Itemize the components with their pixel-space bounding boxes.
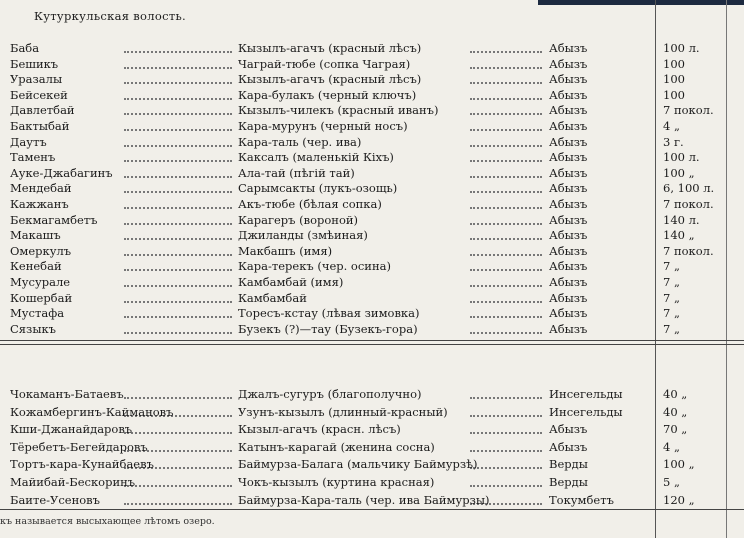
section-divider xyxy=(0,340,744,341)
cell-tribe: Абызъ xyxy=(549,290,588,305)
cell-place: Джиланды (змѣиная) xyxy=(238,228,368,243)
leader-dots xyxy=(124,191,232,193)
cell-tribe: Абызъ xyxy=(549,306,588,321)
table-row xyxy=(0,258,744,274)
cell-age: 7 „ xyxy=(663,259,680,274)
cell-tribe: Абызъ xyxy=(549,243,588,258)
cell-place: Баймурза-Балага (мальчику Баймурзѣ) xyxy=(238,457,478,472)
leader-dots xyxy=(124,176,232,178)
leader-dots xyxy=(470,316,542,318)
leader-dots xyxy=(470,269,542,271)
table-row xyxy=(0,456,744,472)
cell-age: 7 „ xyxy=(663,321,680,336)
leader-dots xyxy=(124,238,232,240)
cell-place: Чаграй-тюбе (сопка Чаграя) xyxy=(238,56,411,71)
cell-place: Кызылъ-агачъ (красный лѣсъ) xyxy=(238,41,422,55)
cell-place: Кара-таль (чер. ива) xyxy=(238,134,362,149)
top-bar xyxy=(538,0,744,5)
cell-name: Кши-Джанайдаровъ xyxy=(10,422,133,437)
cell-name: Ауке-Джабагинъ xyxy=(10,165,113,180)
cell-tribe: Верды xyxy=(549,457,588,472)
cell-name: Бекмагамбетъ xyxy=(10,212,98,227)
leader-dots xyxy=(124,129,232,131)
cell-place: Узунъ-кызылъ (длинный-красный) xyxy=(238,404,448,419)
leader-dots xyxy=(124,316,232,318)
cell-place: Сарымсакты (лукъ-озощь) xyxy=(238,181,398,196)
cell-place: Камбамбай (имя) xyxy=(238,275,344,289)
cell-tribe: Абызъ xyxy=(549,41,588,55)
cell-tribe: Абызъ xyxy=(549,181,588,196)
cell-name: Кажжанъ xyxy=(10,197,69,211)
cell-place: Торесъ-кстау (лѣвая зимовка) xyxy=(238,306,420,321)
cell-age: 6, 100 л. xyxy=(663,181,715,196)
table-row xyxy=(0,71,744,87)
cell-age: 7 покол. xyxy=(663,243,714,258)
leader-dots xyxy=(124,254,232,256)
cell-tribe: Токумбетъ xyxy=(549,492,614,507)
leader-dots xyxy=(470,238,542,240)
table-row xyxy=(0,274,744,290)
leader-dots xyxy=(124,301,232,303)
section-divider xyxy=(0,344,744,345)
leader-dots xyxy=(470,301,542,303)
cell-age: 4 „ xyxy=(663,439,680,454)
cell-tribe: Абызъ xyxy=(549,422,588,437)
cell-tribe: Абызъ xyxy=(549,150,588,165)
cell-tribe: Абызъ xyxy=(549,119,588,133)
cell-age: 5 „ xyxy=(663,475,680,489)
table-row xyxy=(0,102,744,118)
cell-age: 100 xyxy=(663,72,685,87)
cell-age: 100 xyxy=(663,56,685,71)
cell-place: Чокъ-кызылъ (куртина красная) xyxy=(238,475,435,489)
table-row xyxy=(0,439,744,455)
cell-place: Акъ-тюбе (бѣлая сопка) xyxy=(238,197,382,211)
leader-dots xyxy=(470,485,542,487)
leader-dots xyxy=(470,254,542,256)
table-row xyxy=(0,40,744,56)
table-row xyxy=(0,421,744,437)
table-row xyxy=(0,180,744,196)
cell-age: 7 покол. xyxy=(663,103,714,118)
leader-dots xyxy=(470,223,542,225)
cell-age: 100 „ xyxy=(663,165,695,180)
leader-dots xyxy=(470,67,542,69)
footnote: къ называется высыхающее лѣтомъ озеро. xyxy=(0,516,215,527)
leader-dots xyxy=(470,397,542,399)
leader-dots xyxy=(470,207,542,209)
leader-dots xyxy=(124,223,232,225)
cell-place: Джалъ-сугуръ (благополучно) xyxy=(238,387,422,401)
leader-dots xyxy=(470,113,542,115)
cell-name: Кожамбергинъ-Каймановъ xyxy=(10,404,174,419)
cell-tribe: Абызъ xyxy=(549,439,588,454)
leader-dots xyxy=(124,82,232,84)
cell-tribe: Инсегельды xyxy=(549,404,623,419)
leader-dots xyxy=(124,51,232,53)
leader-dots xyxy=(470,176,542,178)
cell-place: Кара-булакъ (черный ключъ) xyxy=(238,87,417,102)
cell-name: Баба xyxy=(10,41,40,55)
cell-name: Уразалы xyxy=(10,72,63,87)
cell-tribe: Инсегельды xyxy=(549,387,623,401)
leader-dots xyxy=(124,207,232,209)
cell-age: 100 „ xyxy=(663,457,695,472)
cell-tribe: Абызъ xyxy=(549,72,588,87)
cell-tribe: Абызъ xyxy=(549,87,588,102)
cell-age: 120 „ xyxy=(663,492,695,507)
cell-name: Сязыкъ xyxy=(10,321,56,336)
table-row xyxy=(0,212,744,228)
cell-place: Кызыл-агачъ (красн. лѣсъ) xyxy=(238,422,401,437)
cell-tribe: Абызъ xyxy=(549,103,588,118)
cell-age: 140 л. xyxy=(663,212,700,227)
cell-name: Бешикъ xyxy=(10,56,59,71)
leader-dots xyxy=(470,450,542,452)
cell-tribe: Абызъ xyxy=(549,197,588,211)
table-row xyxy=(0,56,744,72)
cell-name: Макашъ xyxy=(10,228,61,243)
leader-dots xyxy=(470,51,542,53)
cell-name: Кенебай xyxy=(10,259,62,274)
cell-age: 40 „ xyxy=(663,387,688,401)
cell-tribe: Абызъ xyxy=(549,165,588,180)
table-row xyxy=(0,165,744,181)
leader-dots xyxy=(470,467,542,469)
cell-place: Карагеръ (вороной) xyxy=(238,212,359,227)
table-row xyxy=(0,134,744,150)
table-row xyxy=(0,227,744,243)
cell-place: Катынъ-карагай (женина сосна) xyxy=(238,439,435,454)
cell-name: Тортъ-кара-Кунайбаевъ xyxy=(10,457,154,472)
cell-age: 3 г. xyxy=(663,134,684,149)
cell-tribe: Абызъ xyxy=(549,275,588,289)
cell-name: Тёребетъ-Бегейдаровъ xyxy=(10,439,148,454)
cell-place: Макбашъ (имя) xyxy=(238,243,333,258)
table-row xyxy=(0,87,744,103)
leader-dots xyxy=(470,191,542,193)
leader-dots xyxy=(470,432,542,434)
cell-tribe: Верды xyxy=(549,475,588,489)
cell-age: 100 л. xyxy=(663,41,700,55)
leader-dots xyxy=(124,160,232,162)
cell-tribe: Абызъ xyxy=(549,321,588,336)
cell-place: Бузекъ (?)—тау (Бузекъ-гора) xyxy=(238,321,418,336)
leader-dots xyxy=(124,503,232,505)
table-row xyxy=(0,474,744,490)
cell-name: Мустафа xyxy=(10,306,65,321)
cell-tribe: Абызъ xyxy=(549,259,588,274)
cell-name: Чокаманъ-Батаевъ xyxy=(10,387,124,401)
cell-place: Ала-тай (пѣгій тай) xyxy=(238,165,355,180)
table-row xyxy=(0,149,744,165)
cell-tribe: Абызъ xyxy=(549,228,588,243)
cell-place: Кара-терекъ (чер. осина) xyxy=(238,259,391,274)
cell-name: Таменъ xyxy=(10,150,56,165)
cell-age: 7 покол. xyxy=(663,197,714,211)
table-row xyxy=(0,321,744,337)
table-row xyxy=(0,196,744,212)
cell-age: 4 „ xyxy=(663,119,680,133)
leader-dots xyxy=(124,485,232,487)
cell-place: Кара-мурунъ (черный носъ) xyxy=(238,119,408,133)
leader-dots xyxy=(470,145,542,147)
cell-tribe: Абызъ xyxy=(549,212,588,227)
cell-place: Баймурза-Кара-таль (чер. ива Баймурзы) xyxy=(238,492,490,507)
table-bottom-rule xyxy=(0,509,744,510)
table-row xyxy=(0,386,744,402)
leader-dots xyxy=(124,397,232,399)
leader-dots xyxy=(124,285,232,287)
leader-dots xyxy=(124,432,232,434)
cell-name: Мусурале xyxy=(10,275,71,289)
cell-age: 100 л. xyxy=(663,150,700,165)
cell-tribe: Абызъ xyxy=(549,134,588,149)
leader-dots xyxy=(470,285,542,287)
leader-dots xyxy=(124,145,232,147)
cell-age: 100 xyxy=(663,87,685,102)
cell-name: Мендебай xyxy=(10,181,72,196)
leader-dots xyxy=(470,332,542,334)
table-row xyxy=(0,305,744,321)
leader-dots xyxy=(124,67,232,69)
cell-place: Кызылъ-агачъ (красный лѣсъ) xyxy=(238,72,422,87)
cell-name: Бактыбай xyxy=(10,119,70,133)
cell-age: 140 „ xyxy=(663,228,695,243)
table-row xyxy=(0,118,744,134)
table-row xyxy=(0,404,744,420)
leader-dots xyxy=(470,98,542,100)
cell-name: Майибай-Бескоринъ xyxy=(10,475,136,489)
table-row xyxy=(0,243,744,259)
cell-place: Камбамбай xyxy=(238,290,307,305)
cell-place: Кызылъ-чилекъ (красный иванъ) xyxy=(238,103,439,118)
table-row xyxy=(0,290,744,306)
volost-title: Кутуркульская волость. xyxy=(34,9,187,23)
leader-dots xyxy=(470,415,542,417)
cell-age: 40 „ xyxy=(663,404,688,419)
cell-age: 7 „ xyxy=(663,275,680,289)
cell-tribe: Абызъ xyxy=(549,56,588,71)
cell-place: Каксалъ (маленькій Кіхъ) xyxy=(238,150,394,165)
leader-dots xyxy=(470,129,542,131)
leader-dots xyxy=(470,82,542,84)
leader-dots xyxy=(470,160,542,162)
cell-name: Бейсекей xyxy=(10,87,68,102)
leader-dots xyxy=(124,113,232,115)
leader-dots xyxy=(124,269,232,271)
table-row xyxy=(0,492,744,508)
cell-name: Баите-Усеновъ xyxy=(10,492,100,507)
cell-name: Даутъ xyxy=(10,134,47,149)
cell-name: Кошербай xyxy=(10,290,73,305)
cell-age: 70 „ xyxy=(663,422,688,437)
cell-name: Омеркулъ xyxy=(10,243,72,258)
leader-dots xyxy=(124,332,232,334)
leader-dots xyxy=(124,98,232,100)
cell-age: 7 „ xyxy=(663,290,680,305)
cell-age: 7 „ xyxy=(663,306,680,321)
cell-name: Давлетбай xyxy=(10,103,75,118)
